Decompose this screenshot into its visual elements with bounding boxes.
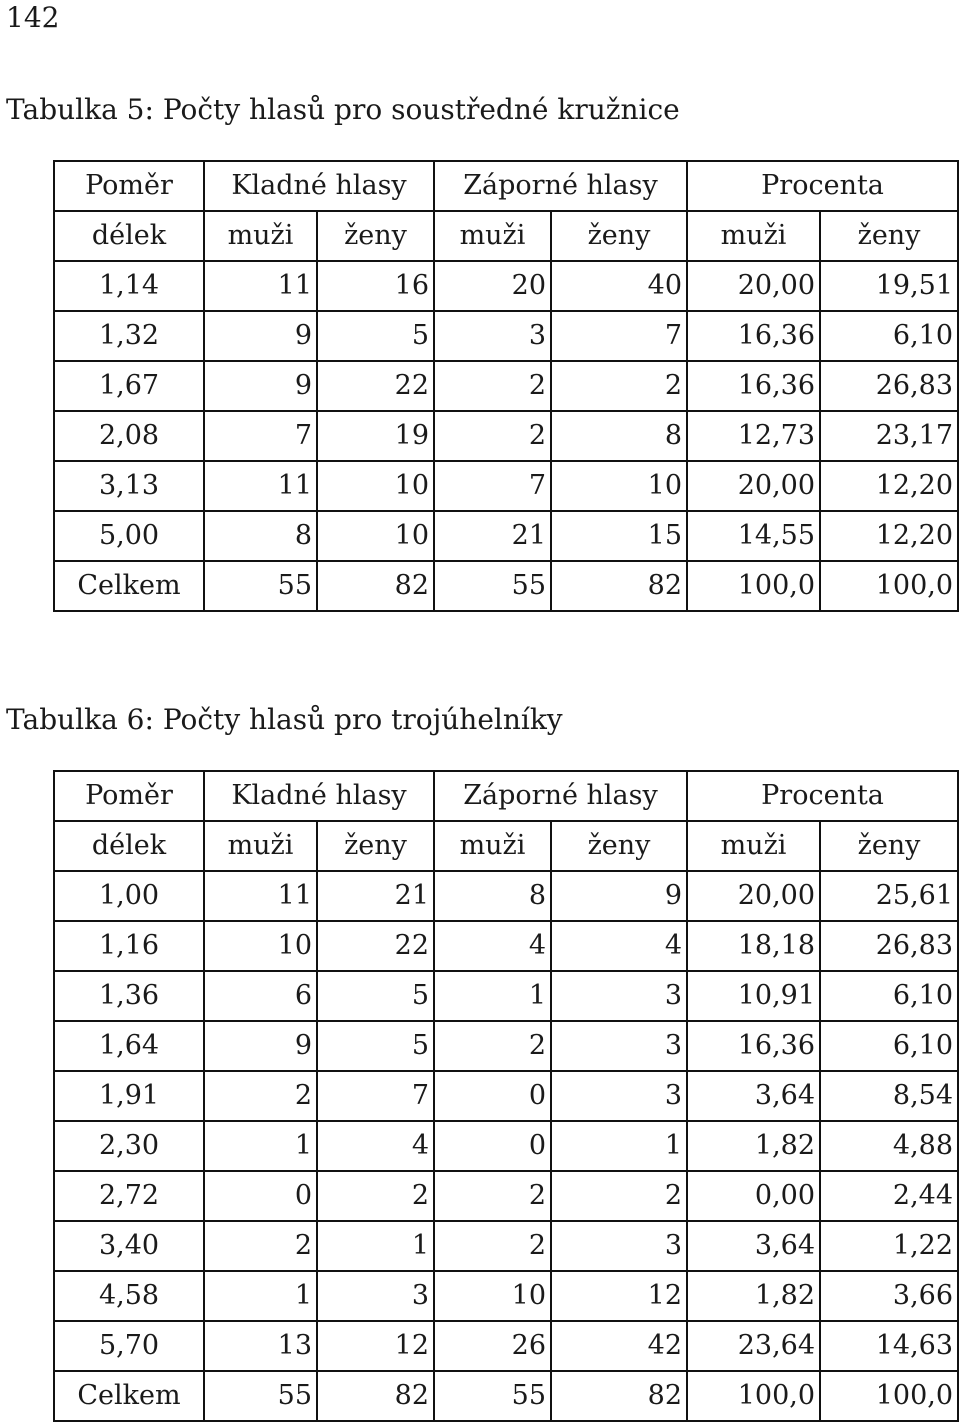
- column-header: muži: [204, 211, 317, 261]
- table-row: [54, 1171, 958, 1221]
- table-row: [54, 511, 958, 561]
- table-cell: 100,0: [820, 1371, 958, 1421]
- table-cell: 0: [434, 1071, 551, 1121]
- table-cell: 4: [551, 921, 687, 971]
- table-cell: 4: [317, 1121, 434, 1171]
- table-cell: 1: [551, 1121, 687, 1171]
- table-cell: 6,10: [820, 311, 958, 361]
- table-cell: 3: [551, 971, 687, 1021]
- column-group-header: Poměr: [54, 771, 204, 821]
- table-cell: 26,83: [820, 921, 958, 971]
- table-cell: 16,36: [687, 361, 820, 411]
- table-cell: 55: [204, 1371, 317, 1421]
- table-cell: 16,36: [687, 311, 820, 361]
- table-cell: 3: [434, 311, 551, 361]
- table-cell: 100,0: [687, 561, 820, 611]
- table-cell: 16,36: [687, 1021, 820, 1071]
- table-cell: 19,51: [820, 261, 958, 311]
- row-label-cell: 5,00: [54, 511, 204, 561]
- row-label-cell: 3,13: [54, 461, 204, 511]
- table-cell: 3,64: [687, 1221, 820, 1271]
- table-row: [54, 561, 958, 611]
- table-cell: 7: [434, 461, 551, 511]
- column-header: muži: [434, 211, 551, 261]
- row-label-cell: 2,72: [54, 1171, 204, 1221]
- table-cell: 16: [317, 261, 434, 311]
- table-cell: 12,73: [687, 411, 820, 461]
- table-cell: 10,91: [687, 971, 820, 1021]
- table-cell: 2: [551, 361, 687, 411]
- table-5: [53, 160, 959, 612]
- table-cell: 0: [434, 1121, 551, 1171]
- table-cell: 2,44: [820, 1171, 958, 1221]
- table-cell: 82: [551, 561, 687, 611]
- table-row: [54, 1321, 958, 1371]
- table-row: [54, 461, 958, 511]
- table-cell: 22: [317, 361, 434, 411]
- table-cell: 1: [434, 971, 551, 1021]
- table-cell: 40: [551, 261, 687, 311]
- column-header: ženy: [551, 821, 687, 871]
- table-row: [54, 921, 958, 971]
- column-header: muži: [687, 211, 820, 261]
- table-cell: 9: [204, 1021, 317, 1071]
- table-cell: 10: [204, 921, 317, 971]
- row-label-cell: 1,64: [54, 1021, 204, 1071]
- table-cell: 3,66: [820, 1271, 958, 1321]
- table-row: [54, 871, 958, 921]
- table-cell: 1: [204, 1271, 317, 1321]
- header-row-top: [54, 161, 958, 211]
- table-cell: 25,61: [820, 871, 958, 921]
- table-cell: 2: [434, 1021, 551, 1071]
- column-group-header: Procenta: [687, 161, 958, 211]
- row-label-cell: 2,08: [54, 411, 204, 461]
- column-header: délek: [54, 211, 204, 261]
- table-row: [54, 261, 958, 311]
- table-cell: 21: [317, 871, 434, 921]
- row-label-cell: 1,32: [54, 311, 204, 361]
- table-6: [53, 770, 959, 1422]
- table-cell: 19: [317, 411, 434, 461]
- table-row: [54, 1371, 958, 1421]
- column-group-header: Záporné hlasy: [434, 161, 687, 211]
- row-label-cell: 1,00: [54, 871, 204, 921]
- table-row: [54, 1071, 958, 1121]
- table-cell: 3,64: [687, 1071, 820, 1121]
- table-cell: 55: [434, 561, 551, 611]
- column-group-header: Poměr: [54, 161, 204, 211]
- column-header: muži: [687, 821, 820, 871]
- header-row-sub: [54, 211, 958, 261]
- table-cell: 21: [434, 511, 551, 561]
- table-cell: 9: [551, 871, 687, 921]
- table-row: [54, 1021, 958, 1071]
- table-cell: 2: [204, 1221, 317, 1271]
- table-cell: 20: [434, 261, 551, 311]
- table-cell: 1,82: [687, 1271, 820, 1321]
- table-cell: 23,17: [820, 411, 958, 461]
- row-label-cell: 4,58: [54, 1271, 204, 1321]
- table-cell: 55: [434, 1371, 551, 1421]
- table-cell: 8: [551, 411, 687, 461]
- column-header: muži: [204, 821, 317, 871]
- table-cell: 2: [551, 1171, 687, 1221]
- table-cell: 4: [434, 921, 551, 971]
- table-cell: 2: [434, 1221, 551, 1271]
- table-cell: 3: [551, 1221, 687, 1271]
- table-cell: 11: [204, 461, 317, 511]
- table-cell: 7: [551, 311, 687, 361]
- table-cell: 7: [204, 411, 317, 461]
- column-header: délek: [54, 821, 204, 871]
- table-row: [54, 361, 958, 411]
- table-cell: 12: [317, 1321, 434, 1371]
- column-group-header: Procenta: [687, 771, 958, 821]
- table-cell: 13: [204, 1321, 317, 1371]
- table-cell: 20,00: [687, 261, 820, 311]
- table-cell: 6,10: [820, 1021, 958, 1071]
- column-group-header: Kladné hlasy: [204, 771, 434, 821]
- table-cell: 12,20: [820, 511, 958, 561]
- table-cell: 8,54: [820, 1071, 958, 1121]
- row-label-cell: 2,30: [54, 1121, 204, 1171]
- table-cell: 20,00: [687, 461, 820, 511]
- table-cell: 1: [317, 1221, 434, 1271]
- table-cell: 3: [551, 1021, 687, 1071]
- header-row-top: [54, 771, 958, 821]
- table-cell: 42: [551, 1321, 687, 1371]
- table-cell: 2: [434, 1171, 551, 1221]
- column-header: ženy: [820, 821, 958, 871]
- table-cell: 1,22: [820, 1221, 958, 1271]
- row-label-cell: 1,67: [54, 361, 204, 411]
- table-cell: 12: [551, 1271, 687, 1321]
- header-row-sub: [54, 821, 958, 871]
- table-cell: 5: [317, 971, 434, 1021]
- table-cell: 0: [204, 1171, 317, 1221]
- row-label-cell: Celkem: [54, 561, 204, 611]
- table-cell: 2: [434, 411, 551, 461]
- table-cell: 5: [317, 1021, 434, 1071]
- table-cell: 82: [317, 561, 434, 611]
- table-cell: 11: [204, 261, 317, 311]
- table-cell: 23,64: [687, 1321, 820, 1371]
- column-header: muži: [434, 821, 551, 871]
- table-cell: 10: [317, 511, 434, 561]
- table-cell: 12,20: [820, 461, 958, 511]
- row-label-cell: 3,40: [54, 1221, 204, 1271]
- table-row: [54, 1121, 958, 1171]
- table-cell: 11: [204, 871, 317, 921]
- table-row: [54, 411, 958, 461]
- table-cell: 2: [204, 1071, 317, 1121]
- table-row: [54, 311, 958, 361]
- row-label-cell: Celkem: [54, 1371, 204, 1421]
- table-cell: 55: [204, 561, 317, 611]
- table-cell: 5: [317, 311, 434, 361]
- table-5-caption: Tabulka 5: Počty hlasů pro soustředné kružnice: [6, 93, 680, 126]
- table-cell: 3: [317, 1271, 434, 1321]
- table-row: [54, 971, 958, 1021]
- table-cell: 22: [317, 921, 434, 971]
- table-row: [54, 1221, 958, 1271]
- table-cell: 10: [434, 1271, 551, 1321]
- table-cell: 1,82: [687, 1121, 820, 1171]
- table-cell: 2: [317, 1171, 434, 1221]
- column-header: ženy: [820, 211, 958, 261]
- page-number: 142: [6, 1, 60, 34]
- table-cell: 26,83: [820, 361, 958, 411]
- row-label-cell: 1,91: [54, 1071, 204, 1121]
- column-header: ženy: [317, 211, 434, 261]
- table-6-caption: Tabulka 6: Počty hlasů pro trojúhelníky: [6, 703, 563, 736]
- table-cell: 20,00: [687, 871, 820, 921]
- table-cell: 10: [551, 461, 687, 511]
- row-label-cell: 1,14: [54, 261, 204, 311]
- table-cell: 100,0: [820, 561, 958, 611]
- table-cell: 82: [317, 1371, 434, 1421]
- table-cell: 8: [204, 511, 317, 561]
- table-cell: 6,10: [820, 971, 958, 1021]
- column-header: ženy: [317, 821, 434, 871]
- table-cell: 18,18: [687, 921, 820, 971]
- row-label-cell: 1,16: [54, 921, 204, 971]
- row-label-cell: 5,70: [54, 1321, 204, 1371]
- table-cell: 4,88: [820, 1121, 958, 1171]
- column-group-header: Záporné hlasy: [434, 771, 687, 821]
- table-cell: 15: [551, 511, 687, 561]
- table-cell: 6: [204, 971, 317, 1021]
- table-cell: 9: [204, 311, 317, 361]
- table-cell: 100,0: [687, 1371, 820, 1421]
- column-header: ženy: [551, 211, 687, 261]
- table-cell: 26: [434, 1321, 551, 1371]
- table-cell: 3: [551, 1071, 687, 1121]
- table-cell: 10: [317, 461, 434, 511]
- table-cell: 0,00: [687, 1171, 820, 1221]
- table-cell: 14,55: [687, 511, 820, 561]
- row-label-cell: 1,36: [54, 971, 204, 1021]
- column-group-header: Kladné hlasy: [204, 161, 434, 211]
- table-cell: 14,63: [820, 1321, 958, 1371]
- table-row: [54, 1271, 958, 1321]
- table-cell: 1: [204, 1121, 317, 1171]
- table-cell: 2: [434, 361, 551, 411]
- table-cell: 7: [317, 1071, 434, 1121]
- table-cell: 8: [434, 871, 551, 921]
- table-cell: 82: [551, 1371, 687, 1421]
- table-cell: 9: [204, 361, 317, 411]
